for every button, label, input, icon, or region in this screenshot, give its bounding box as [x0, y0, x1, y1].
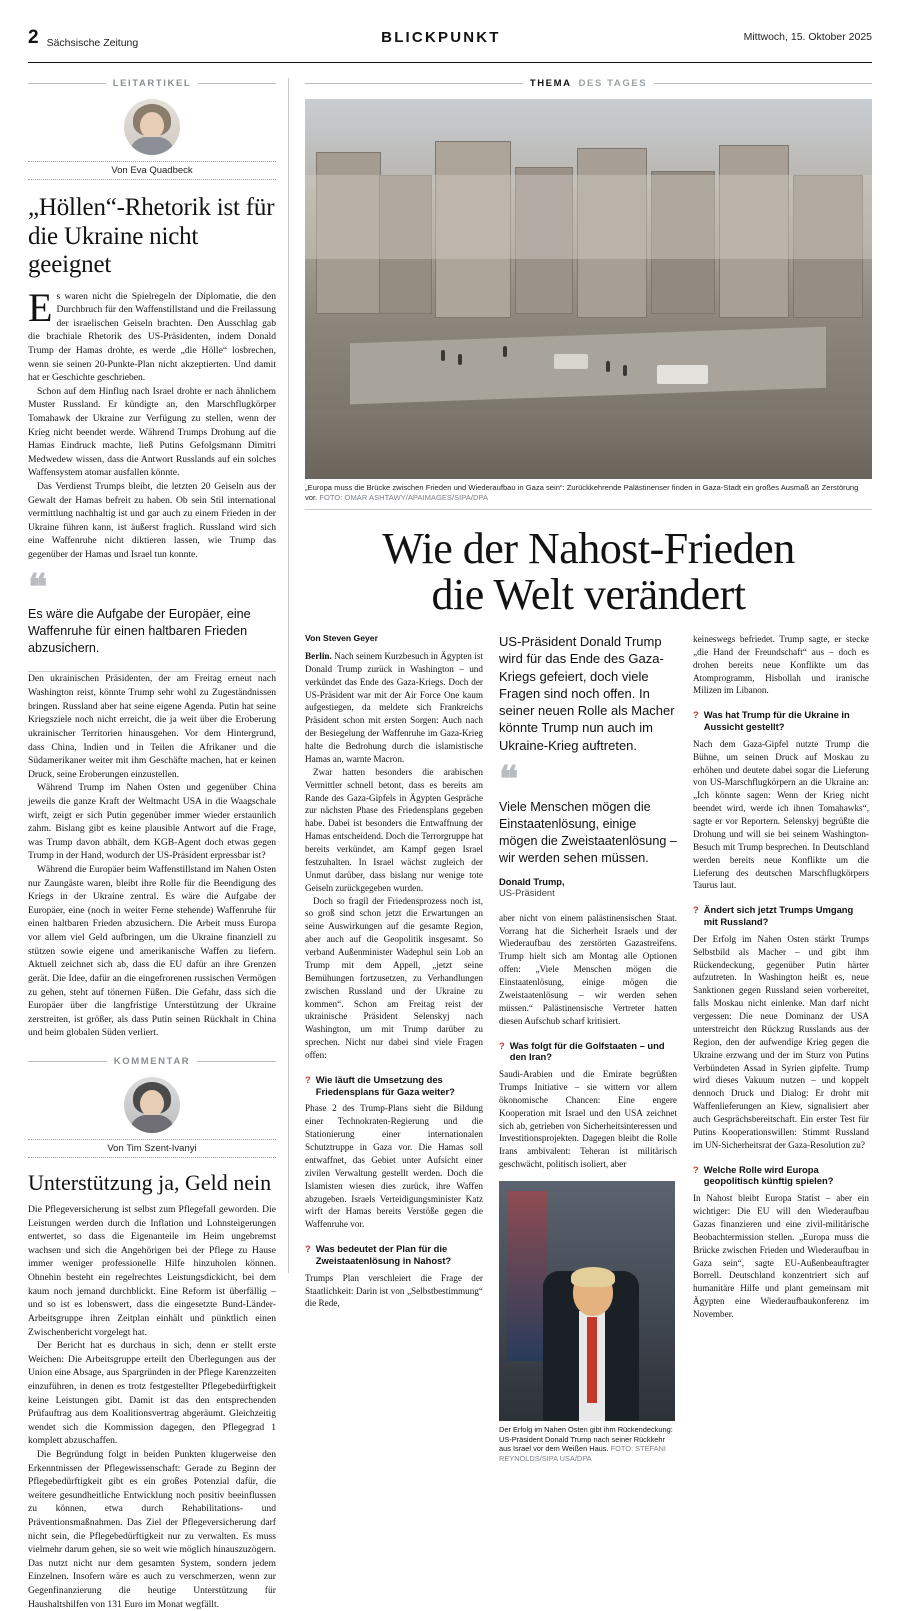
- page-number: 2: [28, 27, 39, 48]
- photo-person: [623, 365, 627, 376]
- portrait-body: [130, 137, 174, 155]
- paragraph: Die Pflegeversicherung ist selbst zum Pflegefall geworden. Die Leistungen werden durch die Inflation und Lohnsteigerungen entwertet, so dass die Eigenanteile im Heim ungebremst wachsen und sich die Angehörigen bei der Pflege zu Hause immer weniger professionelle Hilfe hinzuholen können. Ohnehin besteht ein regelrechtes Leistungsdickicht, bei dem kaum noch jemand durchblickt. Eine Reform ist überfällig – und so ist es lobenswert, dass die eingesetzte Bund-Länder-Arbeitsgruppe ihren Zeitplan einhält und pünktlich einen Zwischenbericht vorgelegt hat.: [28, 1204, 276, 1338]
- leitartikel-body-2: [28, 671, 276, 1039]
- photo-person: [606, 361, 610, 372]
- paragraph: Phase 2 des Trump-Plans sieht die Bildung einer Technokraten-Regierung und die Stationierung einer internationalen Schutztruppe in Gaza vor. Die Hamas soll entwaffnet, das Gebiet unter Aufsicht einer zivilen Verwaltung gestellt werden. Doch die Islamisten wiesen dies zurück, ihre Waffen abzugeben. Israels Verteidigungsminister Katz wirft der Hamas bereits Verstöße gegen die Waffenruhe vor.: [305, 1103, 483, 1230]
- question-body-6: [693, 1192, 869, 1321]
- leitartikel-body: [28, 284, 276, 562]
- photo-trump: [499, 1181, 675, 1421]
- caption-text: „Europa muss die Brücke zwischen Frieden und Wiederaufbau in Gaza sein“: Zurückkehrende Palästinenser finden in Gaza-Stadt ein großes Ausmaß an Zerstörung vor.: [305, 483, 859, 502]
- paragraph: Während die Europäer beim Waffenstillstand im Nahen Osten nur Zaungäste waren, bleibt ihre Rolle für die Beendigung des Kriegs in der Ukraine zentral. Es wäre die Aufgabe der Europäer, eine (noch in weiter Ferne stehende) Waffenruhe für einen haltbaren Frieden abzusichern. Die Arbeit muss Europa vor allem viel Geld aufbringen, um die Ukraine finanziell zu stützen sowie eigene und amerikanische Waffen zu liefern. Aktuell zeichnet sich ab, dass die EU dafür an ihre Grenzen gerät. Die Idee, dafür an die eingefrorenen russischen Vermögen zu gehen, steht auf tönernen Füßen. Die Gefahr, dass sich die Europäer über die langfristige Unterstützung der Ukraine zerstreiten, ist größer, als dass Putin seinen Rückhalt in China und beim globalen Süden verliert.: [28, 864, 276, 1039]
- dropcap: E: [28, 284, 53, 330]
- question-mark-icon: ?: [305, 1243, 311, 1255]
- photo-person: [458, 354, 462, 365]
- paragraph: keineswegs befriedet. Trump sagte, er stecke „die Hand der Freundschaft“ aus – doch es drohen bereits neue Konflikte um das Atomprogramm, Hisbollah und iranische Milizen im Libanon.: [693, 633, 869, 696]
- question-mark-icon: ?: [499, 1039, 505, 1051]
- author-byline-2: Von Tim Szent-Ivanyi: [28, 1139, 276, 1158]
- kommentar-headline: Unterstützung ja, Geld nein: [28, 1169, 272, 1195]
- leitartikel-label-text: LEITARTIKEL: [112, 78, 192, 89]
- quote-author: Donald Trump,: [499, 875, 565, 887]
- photo-hair: [571, 1267, 615, 1287]
- thema-label-secondary: DES TAGES: [578, 78, 648, 89]
- rule-right: [198, 83, 276, 84]
- thema-label: [305, 78, 872, 89]
- quote-mark-icon: ❝: [28, 566, 46, 607]
- paragraph: [28, 284, 276, 385]
- author-portrait-szent-ivanyi: [124, 1077, 180, 1133]
- paragraph: In Nahost bleibt Europa Statist – aber ein wichtiger: Die EU will den Wiederaufbau Gazas finanzieren und eine zivil-militärische Beobachtermission stellen. „Europa muss die Brücke zwischen Frieden und Wiederaufbau in Gaza sein“, sagte EU-Außenbeauftragter Borrell. Deutschland konzentriert sich auf humanitäre Hilfe und plant gemeinsam mit Ägypten eine Wiederaufbaukonferenz im November.: [693, 1193, 869, 1320]
- photo-trump-caption: [499, 1425, 677, 1464]
- main-photo-gaza-destruction: [305, 99, 872, 479]
- paragraph-text: Nach seinem Kurzbesuch in Ägypten ist Donald Trump zurück in Washington – und verkündet das Ende des Gaza-Kriegs. Doch der US-Präsident war mit der Air Force One kaum aufgestiegen, da meldete sich Frankreichs Präsident schon mit ersten Sorgen: Auch nach der Besiegelung der Waffenruhe im Gaza-Krieg halte die Bedrohung durch die islamistische Hamas an, warnte Macron.: [305, 650, 483, 764]
- caption-credit: FOTO: OMAR ASHTAWY/APAIMAGES/SIPA/DPA: [319, 492, 489, 502]
- article-pull-quote: [499, 758, 677, 898]
- paragraph: Die Begründung folgt in beiden Punkten klugerweise den Erkenntnissen der Pflegewissenschaft: Gerade zu Beginn der Pflegebedürftigkeit gibt es ein großes Potenzial dafür, die weitere gesundheitliche Entwicklung noch positiv beeinflussen zu können, etwa durch Rehabilitations- und Präventionsmaßnahmen. Das Ziel der Pflegeversicherung darf nicht sein, die Pflegebedürftigkeit nur zu verwalten. Es muss vielmehr darum gehen, sie so weit wie möglich hinauszuzögern. Das nutzt nicht nur dem gesamten System, sondern jedem Einzelnen. Insofern wäre es auch zu verschmerzen, wenn zur Gegenfinanzierung die heutige Unterstützung für Haushaltshilfen von 131 Euro im Monat wegfällt.: [28, 1448, 276, 1610]
- photo-foreground-rubble: [305, 411, 872, 479]
- portrait-body: [130, 1115, 174, 1133]
- question-mark-icon: ?: [305, 1073, 311, 1085]
- caption-credit: FOTO: STEFANI REYNOLDS/SIPA USA/DPA: [499, 1444, 666, 1463]
- rule-left: [28, 1061, 107, 1062]
- article-body-col3: [693, 633, 869, 697]
- photo-person: [441, 350, 445, 361]
- caption-text: Der Erfolg im Nahen Osten gibt ihm Rückendeckung: US-Präsident Donald Trump nach seiner Rückkehr aus Israel vor dem Weißen Haus.: [499, 1425, 673, 1454]
- rule-left: [28, 83, 106, 84]
- author-portrait-quadbeck: [124, 99, 180, 155]
- right-column: [305, 78, 872, 1464]
- paragraph: Nach dem Gaza-Gipfel nutzte Trump die Bühne, um seinen Druck auf Moskau zu erhöhen und deutete dabei sogar die Lieferung von US-Marschflugkörpern an die Ukraine an: „Ich könnte sagen: Wenn der Krieg nicht beendet wird, werde ich ihnen Tomahawks“, sagte er vor Reportern. Selenskyj begrüßte die Drohung und will sie bei seinem Washington-Besuch mit Trump besprechen. In Deutschland werden bereits neue Konflikte um die Lieferung des deutschen Marschflugkörpers Taurus laut.: [693, 738, 869, 891]
- paragraph: Saudi-Arabien und die Emirate begrüßten Trumps Initiative – sie wittern vor allem ökonomische Chancen: Eine engere Kooperation mit Israel und den USA zeichnet sich ab, getrieben von Sicherheitsinteressen und Investitionsprojekten. Dagegen bleibt die Rolle Irans ambivalent: Teheran ist militärisch geschwächt, politisch isoliert, aber: [499, 1069, 677, 1170]
- question-title: Was folgt für die Golfstaaten – und den Iran?: [509, 1039, 665, 1063]
- section-title: BLICKPUNKT: [381, 29, 501, 46]
- main-headline-line2: die Welt verändert: [431, 570, 746, 620]
- paragraph: Schon auf dem Hinflug nach Israel drohte er nach ähnlichem Muster Russland. Er kündigte an, den Marschflugkörper Tomahawk der Ukraine zur Verfügung zu stellen, wenn der Krieg nicht beendet werde. Während Trumps Drohung auf die Hamas Eindruck machte, ließ Putins Gefolgsmann Dimitri Medwedew wissen, dass die Antwort Russlands auf ein solches Waffensystem atomar ausfallen könnte.: [28, 385, 276, 479]
- rule-left: [305, 83, 523, 84]
- paragraph: Während Trump im Nahen Osten und gegenüber China jeweils die ganze Kraft der Weltmacht USA in die Waagschale wirft, zeigt er sich Putin gegenüber immer wieder erstaunlich zahm. Bislang gibt es keine plausible Antwort auf die Frage, was Trump davon abhält, dem KGB-Agent doch etwas gegen Trump in der Hand, wodurch der US-Präsident erpressbar ist?: [28, 782, 276, 862]
- left-pull-quote: [28, 566, 276, 658]
- paragraph: Doch so fragil der Friedensprozess noch ist, so groß sind schon jetzt die Erwartungen an seine Auswirkungen auf die gesamte Region, aber auch auf die Geopolitik insgesamt. So verband Außenminister Wadephul sein Lob an Trump mit dem Appell, „jetzt seine Bemühungen fortzusetzen, zu Verhandlungen zwischen Russland und der Ukraine zu kommen“. Schon am Freitag reist der ukrainische Präsident Selenskyj nach Washington, um mit Trump darüber zu sprechen. Nicht nur dabei sind viele Fragen offen:: [305, 895, 483, 1061]
- main-photo-caption: [305, 483, 872, 510]
- masthead: [28, 28, 872, 63]
- question-mark-icon: ?: [693, 1163, 699, 1175]
- paragraph: [305, 650, 483, 766]
- paper-name: Sächsische Zeitung: [46, 37, 139, 49]
- author-byline: Von Eva Quadbeck: [28, 161, 276, 180]
- kommentar-body: [28, 1203, 276, 1611]
- question-heading-6: [693, 1164, 869, 1188]
- left-column: [28, 78, 276, 1611]
- question-body-3: [499, 1068, 677, 1171]
- question-body-4: [693, 738, 869, 893]
- photo-vehicle: [554, 354, 588, 369]
- photo-person: [503, 346, 507, 357]
- question-title: Wie läuft die Umsetzung des Friedensplans für Gaza weiter?: [315, 1073, 455, 1097]
- portrait-face: [140, 112, 164, 139]
- portrait-face: [140, 1090, 164, 1117]
- paragraph: Das Verdienst Trumps bleibt, die letzten 20 Geiseln aus der Gewalt der Hamas befreit zu haben. Ob sein Stil international vermittlung nachhaltig ist und gar auch zu einem Frieden in der Ukraine führen kann, ist äußerst fraglich. Russland wird sich eine Waffenruhe nicht diktieren lassen, wie Trump das gegenüber der Hamas und Israel tun konnte.: [28, 481, 276, 561]
- column-divider: [288, 78, 289, 1273]
- rule-right: [197, 1061, 276, 1062]
- kommentar-label-text: KOMMENTAR: [113, 1055, 191, 1067]
- paragraph: Den ukrainischen Präsidenten, der am Freitag erneut nach Washington reist, könnte Trump sehr wohl zu Zugeständnissen bringen. Russland aber hat seine eigene Agenda. Putin hat seine Kriegsziele noch nicht erreicht, die ja weit über die Eroberung ukrainischer Territorien hinausgehen. Vor dem Hintergrund, dass China, Indien und in Teilen die Afrikaner und die Südamerikaner weiter mit ihm Geschäfte machen, hat er keinen Druck, seine Eroberungen einzustellen.: [28, 673, 276, 780]
- question-heading-5: [693, 904, 869, 928]
- kommentar-label: [28, 1056, 276, 1067]
- dateline: Berlin.: [305, 650, 335, 661]
- question-heading-3: [499, 1040, 677, 1064]
- masthead-left: [28, 28, 138, 47]
- question-title: Was hat Trump für die Ukraine in Aussicht gestellt?: [703, 709, 850, 733]
- article-column-3: [693, 633, 869, 1464]
- paragraph-text: s waren nicht die Spielregeln der Diplomatie, die den Durchbruch für den Waffenstillstand und die Freilassung der israelischen Geiseln brachten. Den Ausschlag gab die brachiale Rhetorik des US-Präsidenten, indem Donald Trump der Hamas drohte, es werde „die Hölle“ losbrechen, wenn sie seinen 20-Punkte-Plan nicht akzeptierten. Und damit hat er Geschichte geschrieben.: [28, 290, 276, 384]
- article-body-col1: [305, 650, 483, 1062]
- pull-quote-text: Viele Menschen mögen die Einstaatenlösung, einige mögen die Zweistaatenlösung – wir werden sehen müssen.: [499, 799, 677, 865]
- question-heading-2: [305, 1243, 483, 1267]
- question-body-1: [305, 1102, 483, 1231]
- question-heading-1: [305, 1074, 483, 1098]
- question-title: Was bedeutet der Plan für die Zweistaatenlösung in Nahost?: [315, 1243, 452, 1266]
- article-columns: [305, 633, 872, 1464]
- article-body-col2: [499, 912, 677, 1028]
- main-headline-line1: Wie der Nahost-Frieden: [382, 523, 795, 573]
- article-column-2: [499, 633, 677, 1464]
- paragraph: Trumps Plan verschleiert die Frage der Staatlichkeit: Darin ist von „Selbstbestimmung“ die Rede,: [305, 1272, 483, 1309]
- question-body-2: [305, 1272, 483, 1311]
- paragraph: Zwar hatten besonders die arabischen Vermittler schnell betont, dass es bereits am Rande des Gaza-Gipfels in Ägypten Gespräche zur nächsten Phase des Friedensplans gegeben habe. Dabei ist besonders die Entwaffnung der Hamas entscheidend. Doch die Terrorgruppe hat bereits verkündet, am Kampf gegen Israel festzuhalten. In Israel wächst zugleich der Unmut darüber, dass bislang nur wenige tote Geiseln zurückgegeben wurden.: [305, 766, 483, 893]
- photo-tie: [587, 1317, 597, 1403]
- leitartikel-label: [28, 78, 276, 89]
- quote-mark-icon: ❝: [499, 758, 517, 799]
- pull-quote-attribution: [499, 876, 677, 898]
- thema-label-primary: THEMA: [529, 78, 572, 89]
- question-mark-icon: ?: [693, 709, 699, 721]
- quote-role: US-Präsident: [499, 886, 555, 898]
- rule-right: [654, 83, 872, 84]
- article-column-1: [305, 633, 483, 1464]
- paragraph: aber nicht von einem palästinensischen Staat. Vorrang hat die Sicherheit Israels und der Wiederaufbau des zerstörten Gazastreifens. Trump hielt sich am Montag alle Optionen offen: „Viele Menschen mögen die Einstaatenlösung, einige mögen die Zweistaatenlösung – wir werden sehen müssen.“ Palästinensische Vertreter hatten diesen Aufschub scharf kritisiert.: [499, 912, 677, 1026]
- paragraph: Der Erfolg im Nahen Osten stärkt Trumps Selbstbild als Macher – und gibt ihm Rückendeckung, gegenüber Putin härter aufzutreten. In Washington heißt es, neue Sanktionen gegen Russland seien vorbereitet, falls Moskau nicht einlenke. Man darf nicht vergessen: Die neue Dominanz der USA unterstreicht den Rückzug Russlands aus der Region, den der aufwendige Krieg gegen die Ukraine erzwang und der im Sturz von Putins Verbündeten Assad in Syrien gipfelte. Trump wird dieses Vakuum nutzen – und koppelt dennoch Druck und Dialog: Er droht mit Waffenlieferungen an Kiew, signalisiert aber auch Gesprächsbereitschaft. Ein erster Test für Putins Kooperationswillen: Stimmt Russland im UN-Sicherheitsrat der Gaza-Resolution zu?: [693, 933, 869, 1150]
- photo-flag: [507, 1191, 547, 1361]
- question-title: Ändert sich jetzt Trumps Umgang mit Russland?: [703, 904, 854, 928]
- pull-quote-text: Es wäre die Aufgabe der Europäer, eine Waffenruhe für einen haltbaren Frieden abzusichern.: [28, 607, 251, 656]
- paragraph: Der Bericht hat es durchaus in sich, denn er stellt erste Weichen: Die Arbeitsgruppe erteilt den Überlegungen aus der Union eine Absage, aus Spargründen in der Pflege Karenzzeiten einzuführen, in denen es trotz festgestellter Pflegebedürftigkeit keine Leistungen gibt. Damit ist das den entsprechenden Prüfauftrag aus dem Koalitionsvertrag abgeräumt. Gleichzeitig wendet sich die Kommission dagegen, den Pflegegrad 1 komplett abzuschaffen.: [28, 1340, 276, 1447]
- photo-dust-haze: [305, 175, 872, 259]
- article-byline: Von Steven Geyer: [305, 632, 378, 643]
- question-heading-4: [693, 709, 869, 733]
- article-lede: US-Präsident Donald Trump wird für das Ende des Gaza-Kriegs gefeiert, doch viele Fragen sind noch offen. In seiner neuen Rolle als Macher könnte Trump nun auch im Ukraine-Krieg auftreten.: [499, 633, 675, 753]
- leitartikel-headline: „Höllen“-Rhetorik ist für die Ukraine nicht geeignet: [28, 194, 275, 278]
- question-body-5: [693, 933, 869, 1152]
- photo-vehicle: [657, 365, 708, 384]
- main-headline: [305, 523, 872, 620]
- issue-date: Mittwoch, 15. Oktober 2025: [743, 31, 872, 43]
- question-mark-icon: ?: [693, 904, 699, 916]
- question-title: Welche Rolle wird Europa geopolitisch künftig spielen?: [703, 1163, 834, 1187]
